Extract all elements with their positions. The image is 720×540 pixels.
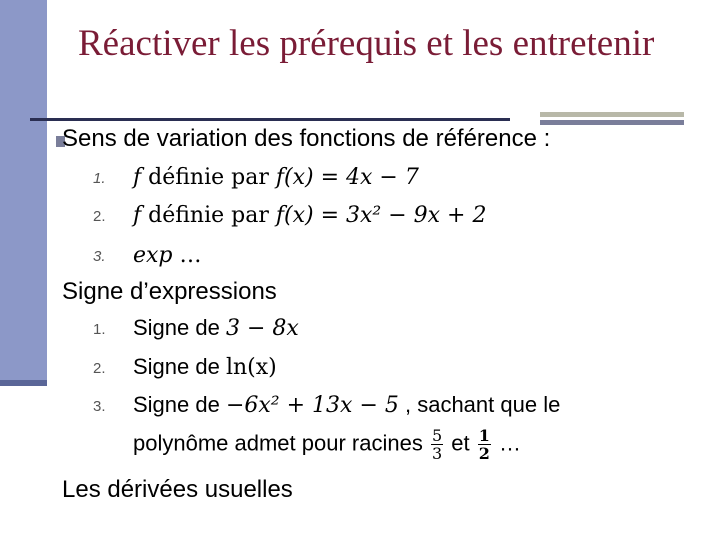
- section-heading-variation: Sens de variation des fonctions de référence :: [62, 125, 551, 152]
- item-text: Signe de: [133, 315, 226, 340]
- fraction: [431, 427, 443, 462]
- list-number: 3.: [93, 248, 106, 265]
- item-text: définie par: [141, 203, 276, 228]
- list-item: [133, 314, 299, 343]
- list-number: 2.: [93, 360, 106, 377]
- title-divider-accent: [540, 112, 684, 117]
- fraction: [478, 427, 491, 462]
- fraction-denominator: 2: [478, 444, 490, 463]
- list-item: [133, 353, 277, 382]
- item-text: …: [492, 430, 521, 456]
- function-symbol: f: [133, 203, 142, 228]
- math-expression: ln(x): [225, 355, 277, 380]
- fraction-numerator: 1: [478, 426, 490, 445]
- item-text: Signe de: [133, 392, 226, 417]
- section-heading-signe: Signe d’expressions: [62, 278, 277, 305]
- item-text: , sachant que le: [398, 392, 561, 417]
- item-text: Signe de: [133, 354, 226, 379]
- slide-title: Réactiver les prérequis et les entretenir: [78, 23, 655, 64]
- list-item: [133, 163, 419, 192]
- list-number: 1.: [93, 321, 106, 338]
- decorative-side-bar-base: [0, 380, 47, 386]
- list-number: 3.: [93, 398, 106, 415]
- list-item: [133, 391, 560, 420]
- list-item-continuation: [133, 427, 521, 462]
- function-symbol: f: [133, 165, 142, 190]
- math-expression: −6x² + 13x − 5: [225, 393, 399, 418]
- math-expression: 3 − 8x: [225, 316, 299, 341]
- item-text: et: [445, 430, 476, 456]
- decorative-side-bar: [0, 0, 47, 384]
- item-text: polynôme admet pour racines: [133, 430, 429, 456]
- function-symbol: exp: [133, 243, 173, 268]
- list-item: [133, 241, 202, 270]
- fraction-denominator: 3: [431, 444, 443, 463]
- math-expression: f(x) = 3x² − 9x + 2: [275, 203, 487, 228]
- list-item: [133, 201, 486, 230]
- list-number: 2.: [93, 208, 106, 225]
- item-text: définie par: [141, 165, 276, 190]
- list-number: 1.: [93, 170, 106, 187]
- section-heading-derivees: Les dérivées usuelles: [62, 476, 293, 503]
- title-divider: [30, 118, 510, 121]
- fraction-numerator: 5: [431, 426, 443, 445]
- item-text: …: [172, 243, 202, 268]
- title-divider-accent-2: [540, 120, 684, 125]
- math-expression: f(x) = 4x − 7: [275, 165, 419, 190]
